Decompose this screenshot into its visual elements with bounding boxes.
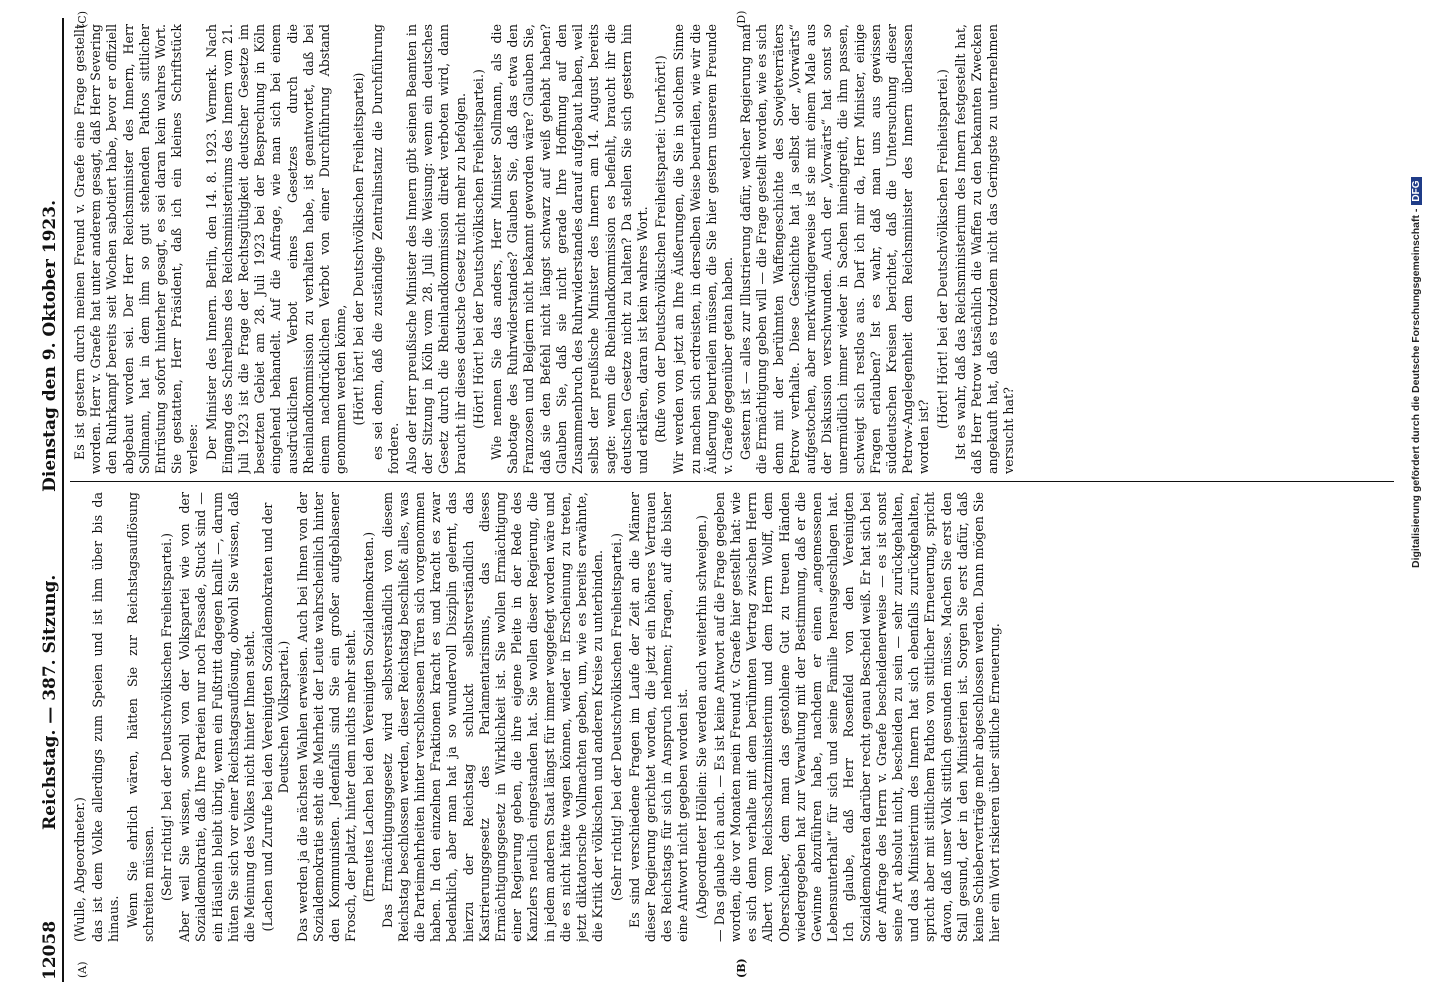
header-rule bbox=[62, 18, 64, 982]
right-column bbox=[72, 24, 1398, 474]
paragraph: das ist dem Volke allerdings zum Speien und ist ihm über bis da hinaus. bbox=[90, 492, 122, 942]
interjection: (Sehr richtig! bei der Deutschvölkischen Freiheitspartei.) bbox=[608, 533, 624, 901]
paragraph: Also der Herr preußische Minister des Innern gibt seinen Beamten in der Sitzung in Köln vom 28. Juli die Weisung: wenn ein deutsches Gesetz durch die Rheinlandkommission direkt verboten wird, dann braucht ihr dieses deutsche Gesetz nicht mehr zu befolgen. bbox=[404, 24, 468, 474]
paragraph: (Wulle, Abgeordneter.) bbox=[72, 797, 87, 942]
page-number: 12058 bbox=[40, 920, 60, 980]
interjection: (Sehr richtig! bei der Deutschvölkischen Freiheitspartei.) bbox=[159, 533, 175, 901]
paragraph: Das Ermächtigungsgesetz wird selbstverständlich von diesem Reichstag beschlossen werden, dieser Reichstag beschließt alles, was die Parteimehrheiten hinter verschlossenen Türen sich vorgenommen haben. In den einzelnen Fraktionen kracht es und kracht es zwar bedenklich, aber man hat ja so wundervoll Disziplin gelernt, das hierzu der Reichstag schluckt selbstverständlich das Kastrierungsgesetz des Parlamentarismus, das dieses Ermächtigungsgesetz in Wirklichkeit ist. Sie wollen Ermächtigung einer Regierung geben, die ihre eigene Pleite in der Rede des Kanzlers neulich eingestanden hat. Sie wollen dieser Regierung, die in jedem anderen Staat längst für immer weggefegt worden wäre und die es nicht hätte wagen können, wieder in Erscheinung zu treten, jetzt diktatorische Vollmachten geben, um, wie es bereits erwähnte, die Kritik der völkischen und anderen Kreise zu unterbinden. bbox=[379, 492, 606, 942]
margin-mark-b: (B) bbox=[735, 958, 748, 978]
paragraph: Wie nennen Sie das anders, Herr Minister Sollmann, als die Sabotage des Ruhrwiderstandes? Glauben Sie, daß das etwa den Franzosen und Belgiern nicht bekannt geworden wäre? Glauben Sie, daß sie den Befehl nicht längst schwarz auf weiß gehabt haben? Glauben Sie, daß sie nicht gerade Ihre Hoffnung auf den Zusammenbruch des Ruhrwiderstandes darauf aufgebaut haben, weil selbst der preußische Minister des Innern am 14. August bereits sagte: wenn die Rheinlandkommission es befiehlt, braucht ihr die deutschen Gesetze nicht zu halten? Da stellen Sie sich gestern hin und erklären, daran ist kein wahres Wort. bbox=[489, 24, 650, 474]
interjection: (Hört! Hört! bei der Deutschvölkischen Freiheitspartei.) bbox=[934, 69, 950, 429]
interjection: (Rufe von der Deutschvölkischen Freiheitspartei: Unerhört!) bbox=[653, 55, 669, 443]
paragraph: Aber weil Sie wissen, sowohl von der Volkspartei wie von der Sozialdemokratie, daß Ihre Parteien nur noch Fassade, Stuck sind — ein Häuslein bleibt übrig, wenn ein Fußtritt dagegen knallt —, darum hüten Sie sich vor einer Reichstagsauflösung, obwohl Sie wissen, daß die Meinung des Volkes nicht hinter Ihnen steht. bbox=[177, 492, 258, 942]
paragraph: Gestern ist — alles zur Illustrierung dafür, welcher Regierung man die Ermächtigung geben will — die Frage gestellt worden, wie es sich denn mit der berühmten Waffengeschichte des Sowjetverräters Petrow verhalte. Diese Geschichte hat ja selbst der „Vorwärts“ aufgestochen, aber merkwürdigerweise ist sie mit einem Male aus der Diskussion verschwunden. Auch der „Vorwärts“ hat sonst so unermüdlich immer wieder in Sachen hineingreift, die ihm passen, schweigt sich restlos aus. Darf ich mir da, Herr Minister, einige Fragen erlauben? Ist es wahr, daß man uns aus gewissen süddeutschen Kreisen berichtet, daß die Untersuchung dieser Petrow-Angelegenheit dem Reichsminister des Innern überlassen worden ist? bbox=[738, 24, 932, 474]
interjection: (Hört! hört! bei der Deutschvölkischen Freiheitspartei) bbox=[351, 72, 367, 426]
paragraph: Wenn Sie ehrlich wären, hätten Sie zur Reichstagsauflösung schreiten müssen. bbox=[124, 492, 156, 942]
paragraph: Es ist gestern durch meinen Freund v. Graefe eine Frage gestellt worden. Herr v. Graefe hat unter anderem gesagt, daß Herr Severing den Ruhrkampf bereits seit Wochen sabotiert habe, bevor er offiziell abgebaut worden sei. Der Herr Reichsminister des Innern, Herr Sollmann, hat in dem ihm so gut stehenden Pathos sittlicher Entrüstung sofort hinterher gesagt, es sei daran kein wahres Wort. Sie gestatten, Herr Präsident, daß ich ein kleines Schriftstück verlese: bbox=[72, 24, 201, 474]
page-header bbox=[20, 20, 60, 980]
dfg-stamp-text: Digitalisierung gefördert durch die Deutsche Forschungsgemeinschaft - bbox=[1410, 208, 1422, 568]
paragraph: Ist es wahr, daß das Reichsministerium des Innern festgestellt hat, daß Herr Petrow tatsächlich die Waffen zu den bekannten Zwecken angekauft hat, daß es trotzdem nicht das Geringste zu unternehmen versucht hat? bbox=[952, 24, 1017, 474]
session-title: Reichstag. — 387. Sitzung. bbox=[40, 574, 60, 830]
left-column bbox=[72, 492, 1398, 942]
quoted-document: es sei denn, daß die zuständige Zentralinstanz die Durchführung fordere. bbox=[369, 24, 401, 474]
interjection: (Lachen und Zurufe bei den Vereinigten Sozialdemokraten und der Deutschen Volkspartei.) bbox=[260, 502, 292, 932]
margin-mark-a: (A) bbox=[76, 961, 89, 978]
margin-mark-d: (D) bbox=[735, 10, 748, 28]
dfg-logo: DFG bbox=[1411, 178, 1422, 205]
paragraph: Es sind verschiedene Fragen im Laufe der Zeit an die Männer dieser Regierung gerichtet worden, die jetzt ein höheres Vertrauen des Reichstags für sich in Anspruch nehmen; Fragen, auf die bisher eine Antwort nicht gegeben worden ist. bbox=[626, 492, 691, 942]
interjection: (Erneutes Lachen bei den Vereinigten Sozialdemokraten.) bbox=[361, 531, 377, 903]
interjection: (Hört! Hört! bei der Deutschvölkischen Freiheitspartei.) bbox=[470, 69, 486, 429]
column-divider bbox=[70, 481, 1394, 482]
margin-mark-c: (C) bbox=[76, 11, 89, 28]
interjection: (Abgeordneter Höllein: Sie werden auch weiterhin schweigen.) bbox=[693, 514, 709, 920]
session-date: Dienstag den 9. Oktober 1923. bbox=[40, 200, 60, 492]
paragraph: — Das glaube ich auch. — Es ist keine Antwort auf die Frage gegeben worden, die vor Monaten mein Freund v. Graefe hier gestellt hat: wie es sich denn verhalte mit dem berühmten Vertrag zwischen Herrn Albert vom Reichsschatzministerium und dem Herrn Wolff, dem Oberschieber, dem man das gestohlene Gut zu treuen Händen wiedergegeben hat zur Verwaltung mit der Bestimmung, daß er die Gewinne abzuführen habe, nachdem er einen „angemessenen Lebensunterhalt“ für sich und seine Familie herausgeschlagen hat. Ich glaube, daß Herr Rosenfeld von den Vereinigten Sozialdemokraten darüber recht genau Bescheid weiß. Er hat sich bei der Anfrage des Herrn v. Graefe bescheidenerweise — es ist sonst seine Art absolut nicht, bescheiden zu sein — sehr zurückgehalten, und das Ministerium des Innern hat sich ebenfalls zurückgehalten, spricht aber mit sittlichem Pathos von sittlicher Erneuerung, spricht davon, daß unser Volk sittlich gesunden müsse. Machen Sie erst den Stall gesund, der in den Ministerien ist. Sorgen Sie erst dafür, daß keine Schieberverträge mehr abgeschlossen werden. Dann mögen Sie hier ein Wort riskieren über sittliche Erneuerung. bbox=[711, 492, 1003, 942]
dfg-stamp bbox=[1410, 8, 1426, 568]
paragraph: Das werden ja die nächsten Wahlen erweisen. Auch bei Ihnen von der Sozialdemokratie steht die Mehrheit der Leute wahrscheinlich hinter den Kommunisten. Jedenfalls sind Sie ein großer aufgeblasener Frosch, der platzt, hinter dem nichts mehr steht. bbox=[294, 492, 359, 942]
paragraph: Wir werden von jetzt an Ihre Äußerungen, die Sie in solchem Sinne zu machen sich erdreisten, in derselben Weise beurteilen, wie wir die Äußerung beurteilen müssen, die Sie hier gestern unserem Freunde v. Graefe gegenüber getan haben. bbox=[671, 24, 735, 474]
quoted-document: Der Minister des Innern. Berlin, den 14. 8. 1923. Vermerk. Nach Eingang des Schreibens des Reichsministeriums des Innern vom 21. Juli 1923 ist die Frage der Rechtsgültigkeit deutscher Gesetze im besetzten Gebiet am 28. Juli 1923 bei der Besprechung in Köln eingehend behandelt. Auf die Anfrage, wie man sich bei einem ausdrücklichen Verbot eines Gesetzes durch die Rheinlandkommission zu verhalten habe, ist geantwortet, daß bei einem nachdrücklichen Verbot von einer Durchführung Abstand genommen werden könne, bbox=[203, 24, 349, 474]
dfg-stamp-strip bbox=[1404, 8, 1432, 998]
